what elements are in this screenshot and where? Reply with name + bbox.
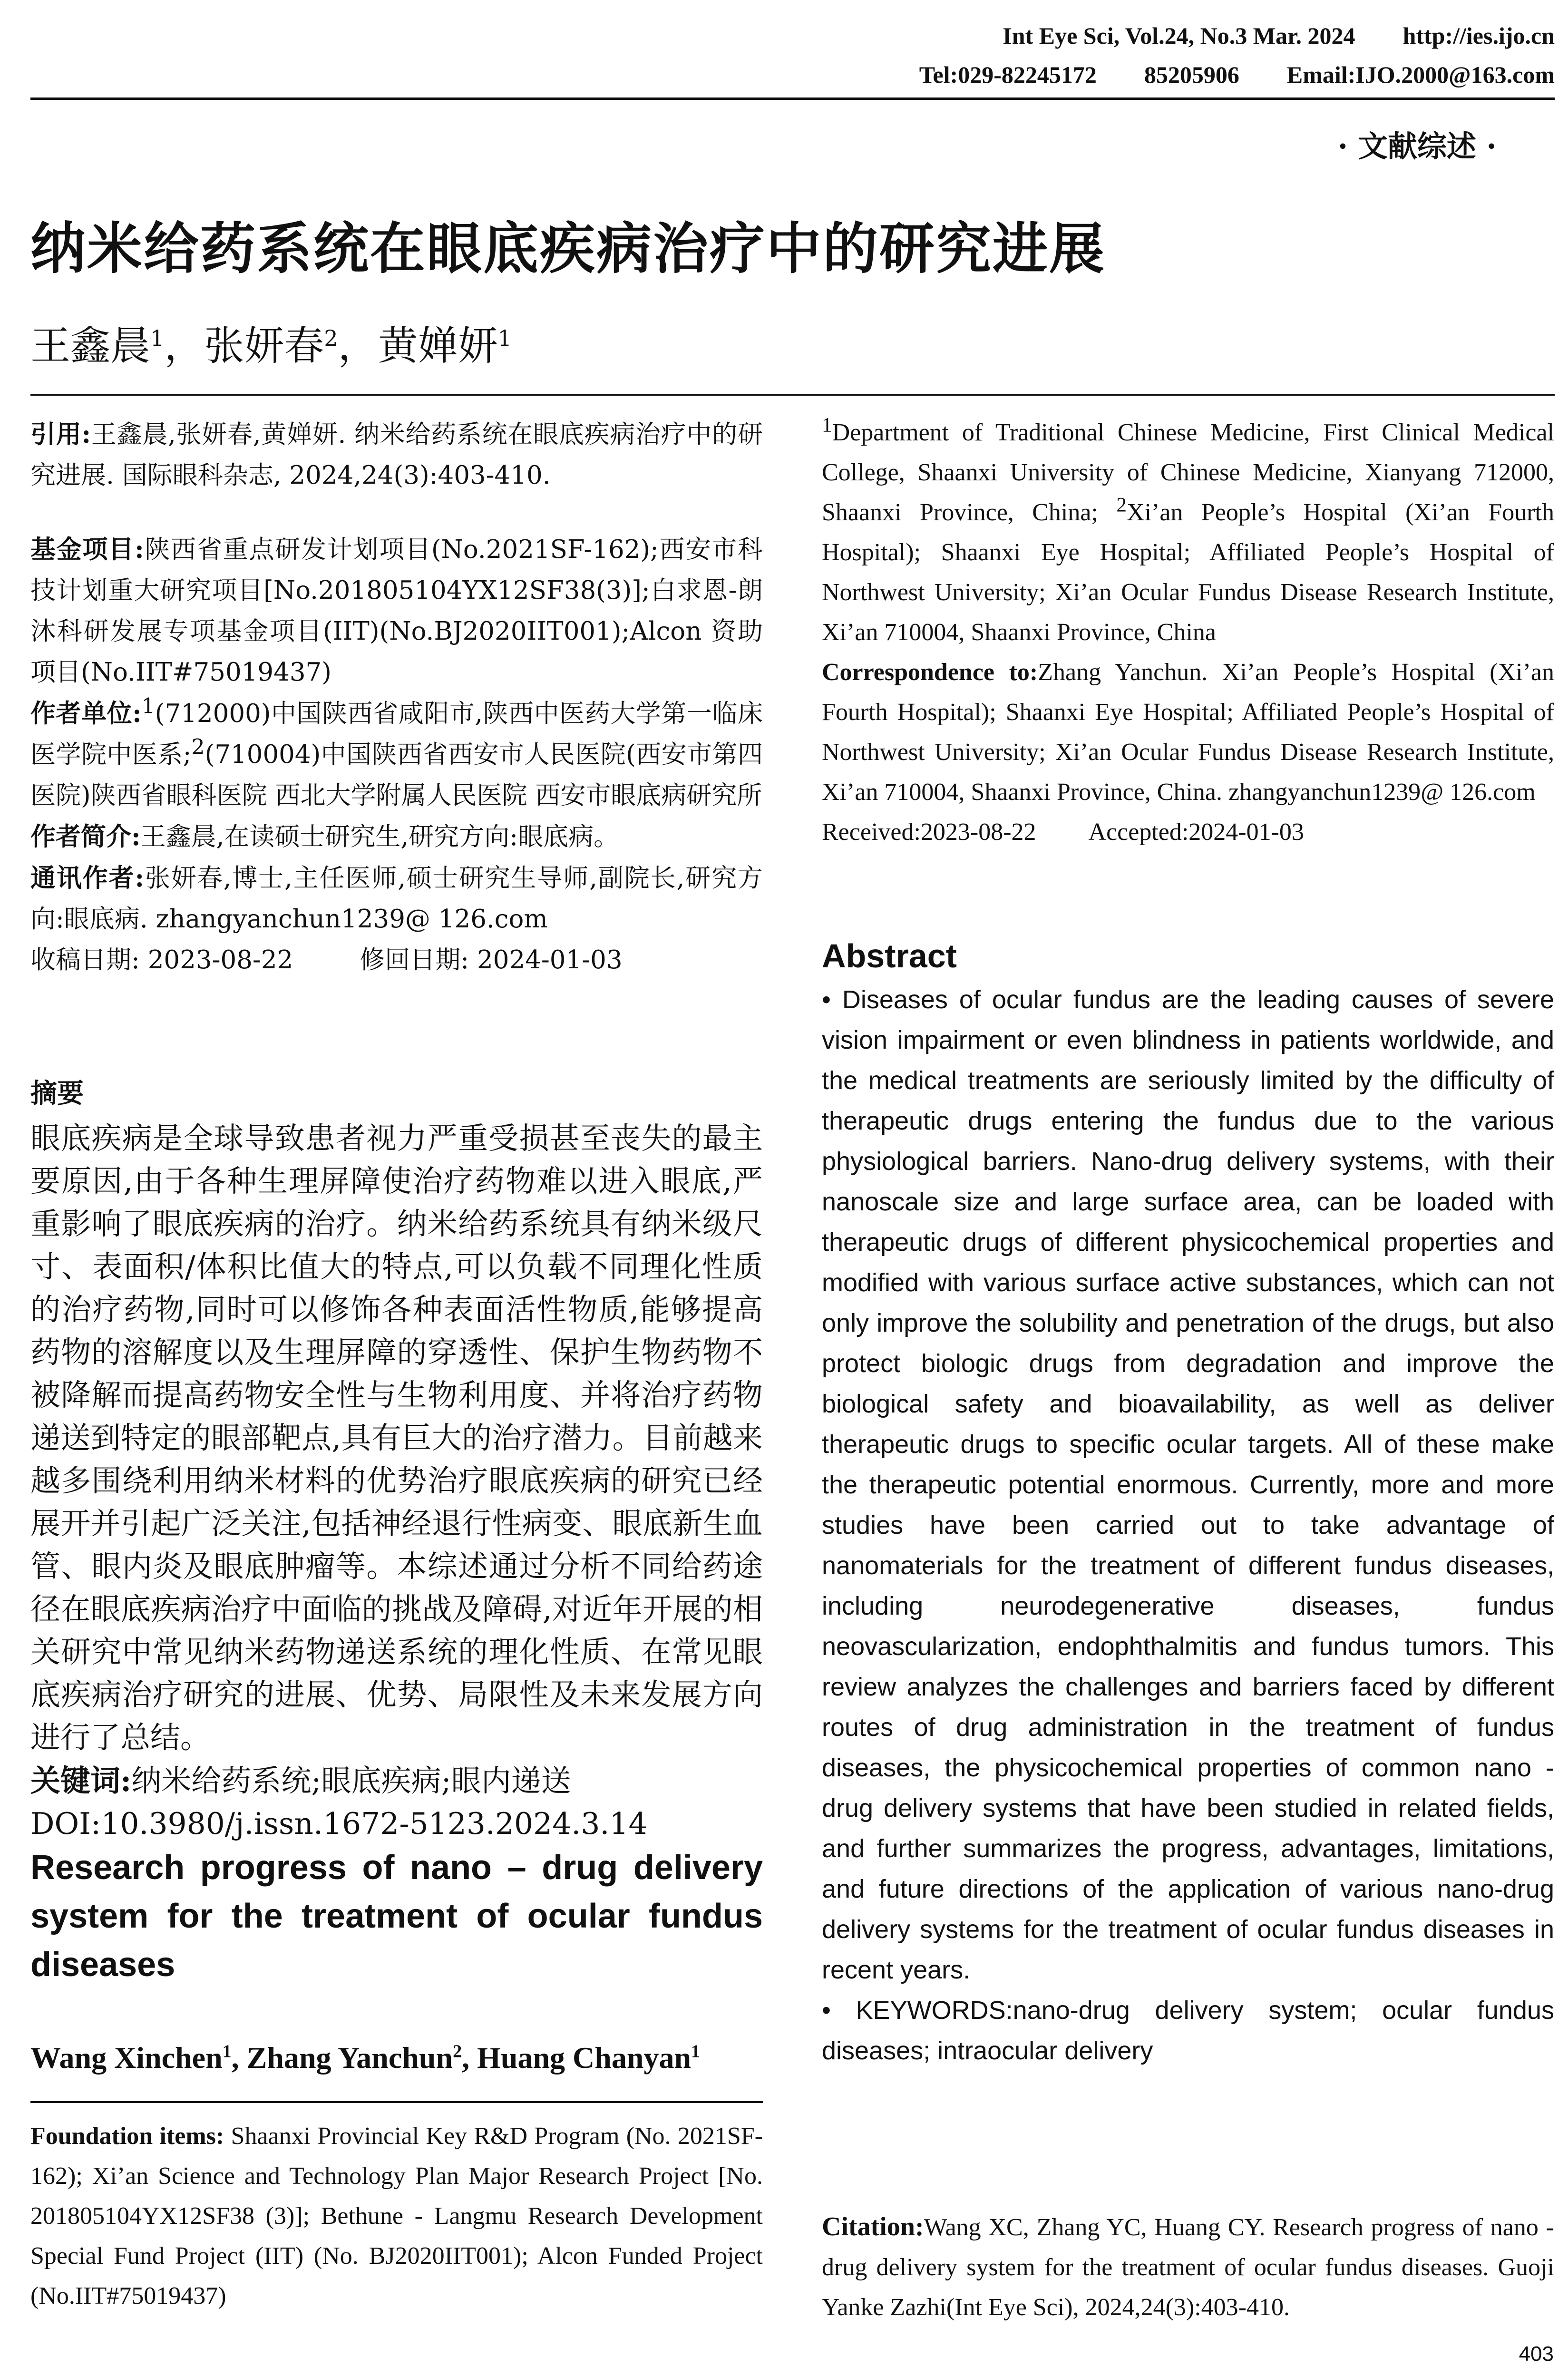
author-sep: ，: [164, 322, 205, 369]
citation-en-label: Citation:: [822, 2212, 924, 2241]
aff-1: Department of Traditional Chinese Medicine, First Clinical Medical College, Shaanxi University of Chinese Medicine, Xianyang 712000, Shaanxi Province, China;: [822, 419, 1554, 526]
author-en-1-mark: 1: [222, 2041, 232, 2062]
bio-label: 作者简介:: [30, 822, 141, 851]
author-en-2-mark: 2: [453, 2041, 462, 2062]
unit-label: 作者单位:: [30, 699, 142, 728]
abstract-en: [822, 937, 1554, 2071]
doi: DOI:10.3980/j.issn.1672-5123.2024.3.14: [30, 1806, 648, 1841]
abstract-cn: [30, 1072, 763, 1845]
abstract-en-text: • Diseases of ocular fundus are the leading causes of severe vision impairment or even blindness in patients worldwide, and the medical treatments are seriously limited by the difficulty of therapeutic drugs entering the fundus due to the various physiological barriers. Nano-drug delivery systems, with their nanoscale size and large surface area, can be loaded with therapeutic drugs of different physicochemical properties and modified with various surface active substances, which can not only improve the solubility and penetration of the drugs, but also protect biologic drugs from degradation and improve the biological safety and bioavailability, as well as deliver therapeutic drugs to specific ocular targets. All of these make the therapeutic potential enormous. Currently, more and more studies have been carried out to take advantage of nanomaterials for the treatment of different fundus diseases, including neurodegenerative diseases, fundus neovascularization, endophthalmitis and fundus tumors. This review analyzes the challenges and barriers faced by different routes of drug administration in the treatment of fundus diseases, the physicochemical properties of common nano - drug delivery systems that have been studied in related fields, and further summarizes the progress, advantages, limitations, and future directions of the application of various nano-drug delivery systems for the treatment of ocular fundus diseases in recent years.: [822, 985, 1554, 1984]
running-header-line1: [1003, 24, 1555, 48]
keywords-en-label: • KEYWORDS:: [822, 1996, 1013, 2025]
aff-2: Xi’an People’s Hospital (Xi’an Fourth Hospital); Shaanxi Eye Hospital; Affiliated People’s Hospital of Northwest University; Xi’an Ocular Fundus Disease Research Institute, Xi’an 710004, Shaanxi Province, China: [822, 499, 1555, 646]
authors-rule: [30, 2101, 763, 2103]
citation-en: [822, 2207, 1554, 2328]
fund-text: 陕西省重点研发计划项目(No.2021SF-162);西安市科技计划重大研究项目[No.201805104YX12SF38(3)];白求恩-朗沐科研发展专项基金项目(IIT)(No.BJ2020IIT001);Alcon 资助项目(No.IIT#75019437): [30, 535, 763, 687]
corr-en-label: Correspondence to:: [822, 659, 1038, 686]
unit-mark-1: 1: [141, 694, 155, 719]
keywords-cn-label: 关键词:: [30, 1763, 132, 1798]
journal-tel: Tel:029-82245172: [919, 61, 1097, 88]
author-en-1: Wang Xinchen: [30, 2041, 223, 2075]
authors-cn: [30, 314, 512, 371]
citation-label: 引用:: [30, 419, 91, 449]
author-1-mark: 1: [150, 325, 165, 351]
author-sep: ，: [338, 322, 378, 369]
article-title-cn: 纳米给药系统在眼底疾病治疗中的研究进展: [30, 216, 1106, 281]
section-tag: · 文献综述 ·: [1337, 129, 1497, 164]
author-3: 黄婵妍: [378, 322, 498, 369]
title-rule: [30, 394, 1555, 396]
foundation-en: [30, 2116, 763, 2316]
author-1: 王鑫晨: [30, 322, 151, 369]
authors-en: [30, 2040, 763, 2075]
author-2-mark: 2: [324, 325, 338, 351]
unit-2: (710004)中国陕西省西安市人民医院(西安市第四医院)陕西省眼科医院 西北大学附属人民医院 西安市眼底病研究所: [30, 740, 763, 810]
author-en-sep: ,: [231, 2041, 247, 2075]
header-rule: [30, 97, 1555, 100]
article-info-cn: [30, 529, 763, 981]
abstract-cn-text: 眼底疾病是全球导致患者视力严重受损甚至丧失的最主要原因,由于各种生理屏障使治疗药物难以进入眼底,严重影响了眼底疾病的治疗。纳米给药系统具有纳米级尺寸、表面积/体积比值大的特点,可以负载不同理化性质的治疗药物,同时可以修饰各种表面活性物质,能够提高药物的溶解度以及生理屏障的穿透性、保护生物药物不被降解而提高药物安全性与生物利用度、并将治疗药物递送到特定的眼部靶点,具有巨大的治疗潜力。目前越来越多围绕利用纳米材料的优势治疗眼底疾病的研究已经展开并引起广泛关注,包括神经退行性病变、眼底新生血管、眼内炎及眼底肿瘤等。本综述通过分析不同给药途径在眼底疾病治疗中面临的挑战及障碍,对近年开展的相关研究中常见纳米药物递送系统的理化性质、在常见眼底疾病治疗研究的进展、优势、局限性及未来发展方向进行了总结。: [30, 1121, 763, 1755]
foundation-text: Shaanxi Provincial Key R&D Program (No. 2021SF-162); Xi’an Science and Technology Plan Major Research Project [No. 201805104YX12SF38 (3)]; Bethune - Langmu Research Development Special Fund Project (IIT) (No. BJ2020IIT001); Alcon Funded Project (No.IIT#75019437): [30, 2123, 763, 2309]
journal-url: http://ies.ijo.cn: [1402, 22, 1555, 49]
keywords-cn: 纳米给药系统;眼底疾病;眼内递送: [131, 1763, 571, 1798]
author-3-mark: 1: [497, 325, 512, 351]
affiliations-en: [822, 413, 1554, 852]
running-header-line2: [919, 63, 1555, 87]
corr-text: 张妍春,博士,主任医师,硕士研究生导师,副院长,研究方向:眼底病. zhangyanchun1239@ 126.com: [30, 864, 763, 934]
fund-label: 基金项目:: [30, 535, 144, 564]
revised-date: 修回日期: 2024-01-03: [360, 945, 623, 974]
author-en-3: Huang Chanyan: [477, 2041, 691, 2075]
abstract-cn-heading: 摘要: [30, 1078, 84, 1109]
journal-email: Email:IJO.2000@163.com: [1286, 61, 1555, 88]
author-en-3-mark: 1: [691, 2041, 701, 2062]
abstract-en-heading: Abstract: [822, 937, 957, 974]
article-title-en: Research progress of nano – drug delivery system for the treatment of ocular fundus diseases: [30, 1849, 763, 1984]
unit-mark-2: 2: [191, 735, 205, 760]
journal-info: Int Eye Sci, Vol.24, No.3 Mar. 2024: [1003, 22, 1355, 49]
author-en-sep: ,: [462, 2041, 477, 2075]
journal-tel2: 85205906: [1144, 61, 1239, 88]
keywords-en: nano-drug delivery system; ocular fundus diseases; intraocular delivery: [822, 1996, 1554, 2065]
aff-mark-1: 1: [822, 413, 832, 437]
received-en: Received:2023-08-22: [822, 818, 1036, 846]
page-number: 403: [1519, 2342, 1554, 2366]
aff-mark-2: 2: [1116, 493, 1127, 516]
corr-label: 通讯作者:: [30, 863, 145, 893]
citation-en-text: Wang XC, Zhang YC, Huang CY. Research progress of nano - drug delivery system for the treatment of ocular fundus diseases. Guoji Yanke Zazhi(Int Eye Sci), 2024,24(3):403-410.: [822, 2214, 1554, 2321]
corr-en-text: Zhang Yanchun. Xi’an People’s Hospital (Xi’an Fourth Hospital); Shaanxi Eye Hospital; Affiliated People’s Hospital of Northwest University; Xi’an Ocular Fundus Disease Research Institute, Xi’an 710004, Shaanxi Province, China. zhangyanchun1239@ 126.com: [822, 659, 1554, 806]
citation-cn: [30, 414, 763, 496]
unit-1: (712000)中国陕西省咸阳市,陕西中医药大学第一临床医学院中医系;: [30, 699, 763, 769]
accepted-en: Accepted:2024-01-03: [1088, 818, 1304, 846]
received-date: 收稿日期: 2023-08-22: [30, 945, 293, 974]
author-en-2: Zhang Yanchun: [246, 2041, 453, 2075]
foundation-label: Foundation items:: [30, 2123, 224, 2150]
author-2: 张妍春: [204, 322, 324, 369]
bio-text: 王鑫晨,在读硕士研究生,研究方向:眼底病。: [140, 822, 619, 851]
citation-text: 王鑫晨,张妍春,黄婵妍. 纳米给药系统在眼底疾病治疗中的研究进展. 国际眼科杂志, 2024,24(3):403-410.: [30, 420, 763, 490]
